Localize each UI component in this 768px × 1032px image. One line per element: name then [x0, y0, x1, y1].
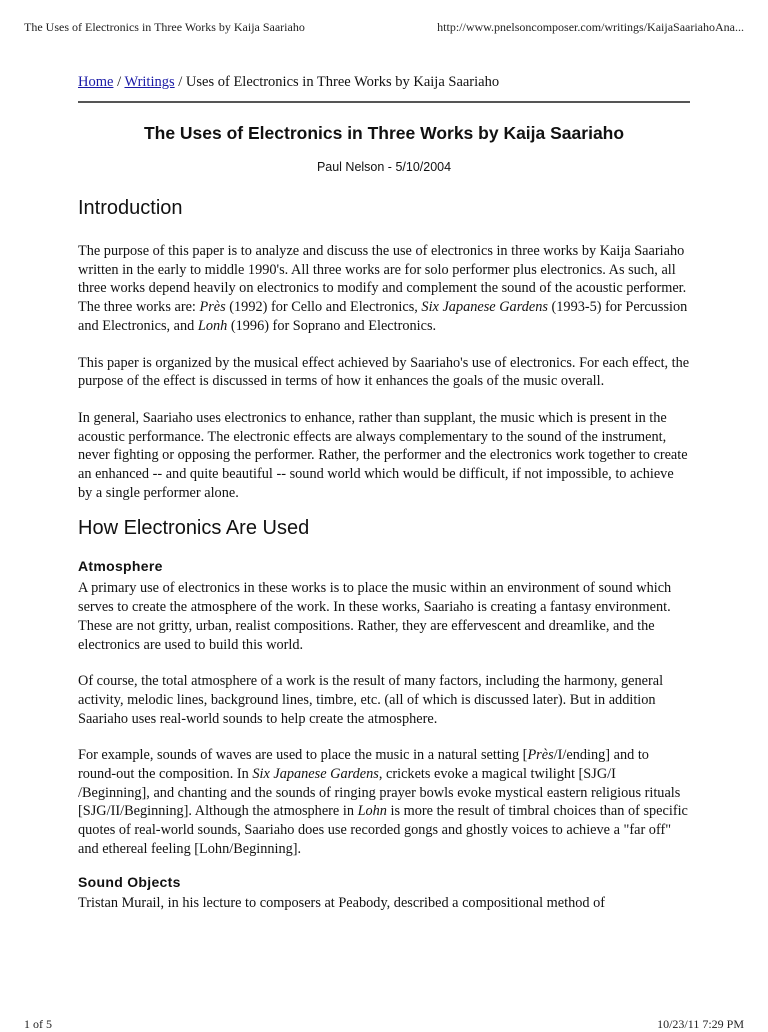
paragraph: A primary use of electronics in these works is to place the music within an environment of sound which serves to create the atmosphere of the work. In these works, Saariaho is creating a fantasy environment. These are not gritty, urban, realist compositions. Rather, they are effervescent and dreamlike, and the electronics are used to build this world.	[78, 580, 672, 653]
work-title: Près	[199, 299, 226, 316]
work-title: Lonh	[197, 317, 228, 334]
text: (1993-5) for Percussion and Electronics, and	[78, 299, 688, 334]
work-title: Près	[527, 747, 554, 764]
heading-sound-objects: Sound Objects	[78, 873, 181, 890]
print-page-number: 1 of 5	[24, 1017, 52, 1031]
paragraph: In general, Saariaho uses electronics to enhance, rather than supplant, the music which is present in the acoustic performance. The electronic effects are always complementary to the sound of the instrument, never fighting or opposing the performer. Rather, the performer and the electronics work together to create an enhanced -- and quite beautiful -- sound world which would be difficult, if not impossible, to achieve by a single performer alone.	[78, 409, 688, 501]
breadcrumb-home-link[interactable]: Home	[78, 74, 114, 90]
page-title: The Uses of Electronics in Three Works by Kaija Saariaho	[143, 123, 625, 143]
paragraph	[78, 746, 690, 858]
text: (1992) for Cello and Electronics,	[225, 299, 422, 316]
heading-atmosphere: Atmosphere	[78, 558, 163, 575]
work-title: Lohn	[357, 803, 387, 820]
breadcrumb	[78, 74, 690, 103]
paragraph	[78, 242, 690, 336]
paragraph: Tristan Murail, in his lecture to composers at Peabody, described a compositional method of	[78, 894, 606, 911]
breadcrumb-separator: /	[174, 74, 186, 90]
text: , crickets evoke a magical twilight [SJG/I /Beginning], and chanting and the sounds of ringing prayer bowls evoke mystical eastern religious rituals [SJG/II/Beginning]. Although the atmosphere in	[78, 766, 681, 820]
text: The purpose of this paper is to analyze and discuss the use of electronics in three works by Kaija Saariaho written in the early to middle 1990's. All three works are for solo performer plus electronics. As such, all three works depend heavily on electronics to modify and complement the sound of the acoustic performer. The three works are:	[78, 243, 687, 316]
text: For example, sounds of waves are used to place the music in a natural setting [	[78, 747, 528, 764]
work-title: Six Japanese Gardens	[421, 299, 548, 316]
paragraph: Of course, the total atmosphere of a work is the result of many factors, including the harmony, general activity, melodic lines, background lines, timbre, etc. (all of which is discussed later). But in addition Saariaho uses real-world sounds to help create the atmosphere.	[78, 673, 664, 727]
paragraph: This paper is organized by the musical effect achieved by Saariaho's use of electronics. For each effect, the purpose of the effect is discussed in terms of how it enhances the goals of the music overall.	[78, 354, 690, 390]
text: (1996) for Soprano and Electronics.	[227, 317, 437, 334]
byline: Paul Nelson - 5/10/2004	[316, 160, 452, 174]
print-footer	[24, 1017, 744, 1032]
print-header	[24, 20, 744, 35]
text: is more the result of timbral choices than of specific quotes of real-world sounds, Saariaho does use recorded gongs and ghostly voices to achieve a "far off" and ethereal feeling [Lohn/Beginning].	[78, 803, 688, 857]
breadcrumb-current: Uses of Electronics in Three Works by Kaija Saariaho	[185, 74, 500, 90]
print-datetime: 10/23/11 7:29 PM	[657, 1017, 744, 1031]
print-page-title: The Uses of Electronics in Three Works by Kaija Saariaho	[24, 20, 305, 34]
heading-how-electronics-are-used: How Electronics Are Used	[78, 517, 310, 540]
breadcrumb-separator: /	[113, 74, 125, 90]
heading-introduction: Introduction	[78, 197, 183, 219]
page-content	[78, 74, 690, 912]
text: /I/ending] and to round-out the composition. In	[78, 747, 649, 783]
work-title: Six Japanese Gardens	[252, 766, 379, 783]
print-page-url: http://www.pnelsoncomposer.com/writings/KaijaSaariahoAna...	[437, 20, 744, 34]
breadcrumb-writings-link[interactable]: Writings	[124, 74, 175, 90]
